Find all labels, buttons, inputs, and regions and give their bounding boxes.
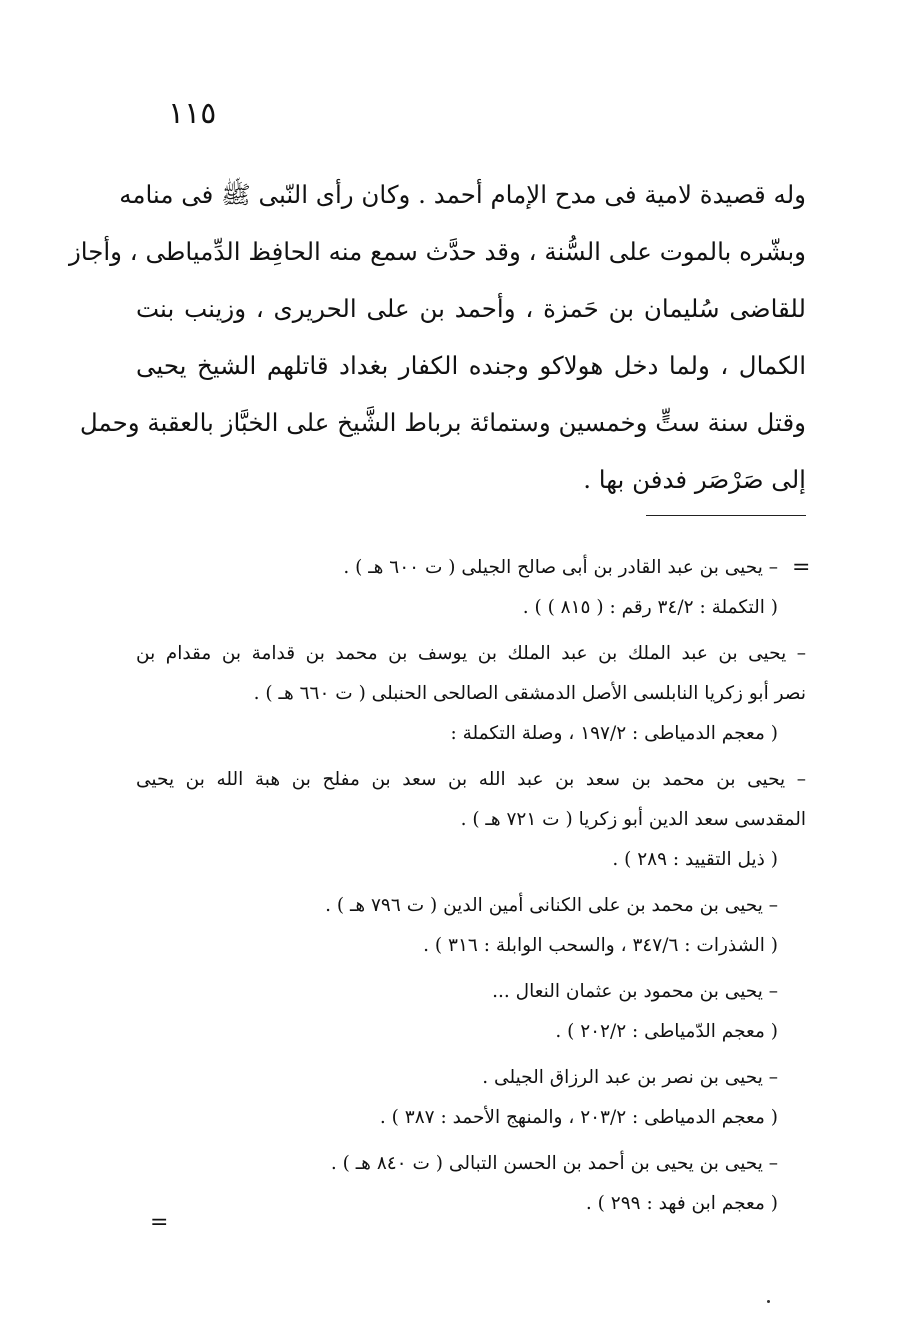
footnote-entry: – يحيى بن محمد بن سعد بن عبد الله بن سعد بن مفلح بن هبة الله بن يحيى	[136, 769, 806, 790]
body-line: إلى صَرْصَر فدفن بها .	[583, 465, 806, 494]
footnote-source: ( الشذرات : ٣٤٧/٦ ، والسحب الوابلة : ٣١٦ ) .	[423, 935, 778, 956]
footnote-source: ( التكملة : ٣٤/٢ رقم : ( ٨١٥ ) ) .	[522, 597, 778, 618]
footnotes	[136, 548, 806, 1224]
main-body-text	[68, 166, 806, 508]
scan-speck	[767, 1300, 770, 1303]
footnote-entry: – يحيى بن عبد الملك بن عبد الملك بن يوسف بن محمد بن قدامة بن مقدام بن	[136, 643, 806, 664]
footnote-entry: – يحيى بن نصر بن عبد الرزاق الجيلى .	[482, 1067, 778, 1088]
body-line: للقاضى سُليمان بن حَمزة ، وأحمد بن على الحريرى ، وزينب بنت	[136, 294, 806, 323]
footnote-entry: – يحيى بن محمود بن عثمان النعال ...	[492, 981, 778, 1002]
footnote-entry-continued: نصر أبو زكريا النابلسى الأصل الدمشقى الصالحى الحنبلى ( ت ٦٦٠ هـ ) .	[253, 683, 806, 704]
continuation-mark-top: =	[792, 555, 811, 580]
body-line: وبشّره بالموت على السُّنة ، وقد حدَّث سمع منه الحافِظ الدِّمياطى ، وأجاز	[68, 237, 806, 266]
footnote-separator-rule	[646, 515, 806, 516]
footnote-entry: – يحيى بن يحيى بن أحمد بن الحسن التبالى ( ت ٨٤٠ هـ ) .	[330, 1153, 778, 1174]
body-line: وله قصيدة لامية فى مدح الإمام أحمد . وكان رأى النّبى ﷺ فى منامه	[119, 180, 806, 209]
body-line: الكمال ، ولما دخل هولاكو وجنده الكفار بغداد قاتلهم الشيخ يحيى	[136, 351, 806, 380]
footnote-source: ( معجم ابن فهد : ٢٩٩ ) .	[585, 1193, 778, 1214]
footnote-source: ( معجم الدمياطى : ١٩٧/٢ ، وصلة التكملة :	[450, 723, 778, 744]
footnote-source: ( معجم الدمياطى : ٢٠٣/٢ ، والمنهج الأحمد : ٣٨٧ ) .	[379, 1107, 778, 1128]
continuation-mark-bottom: =	[150, 1210, 169, 1235]
body-line: وقتل سنة ستٍّ وخمسين وستمائة برباط الشَّيخ على الخبَّاز بالعقبة وحمل	[79, 408, 806, 437]
page-number: ١١٥	[168, 96, 217, 131]
footnote-entry: – يحيى بن محمد بن على الكنانى أمين الدين ( ت ٧٩٦ هـ ) .	[325, 895, 778, 916]
footnote-source: ( معجم الدّمياطى : ٢٠٢/٢ ) .	[555, 1021, 778, 1042]
footnote-entry-continued: المقدسى سعد الدين أبو زكريا ( ت ٧٢١ هـ ) .	[460, 809, 806, 830]
footnote-source: ( ذيل التقييد : ٢٨٩ ) .	[612, 849, 778, 870]
footnote-entry: – يحيى بن عبد القادر بن أبى صالح الجيلى ( ت ٦٠٠ هـ ) .	[343, 557, 778, 578]
